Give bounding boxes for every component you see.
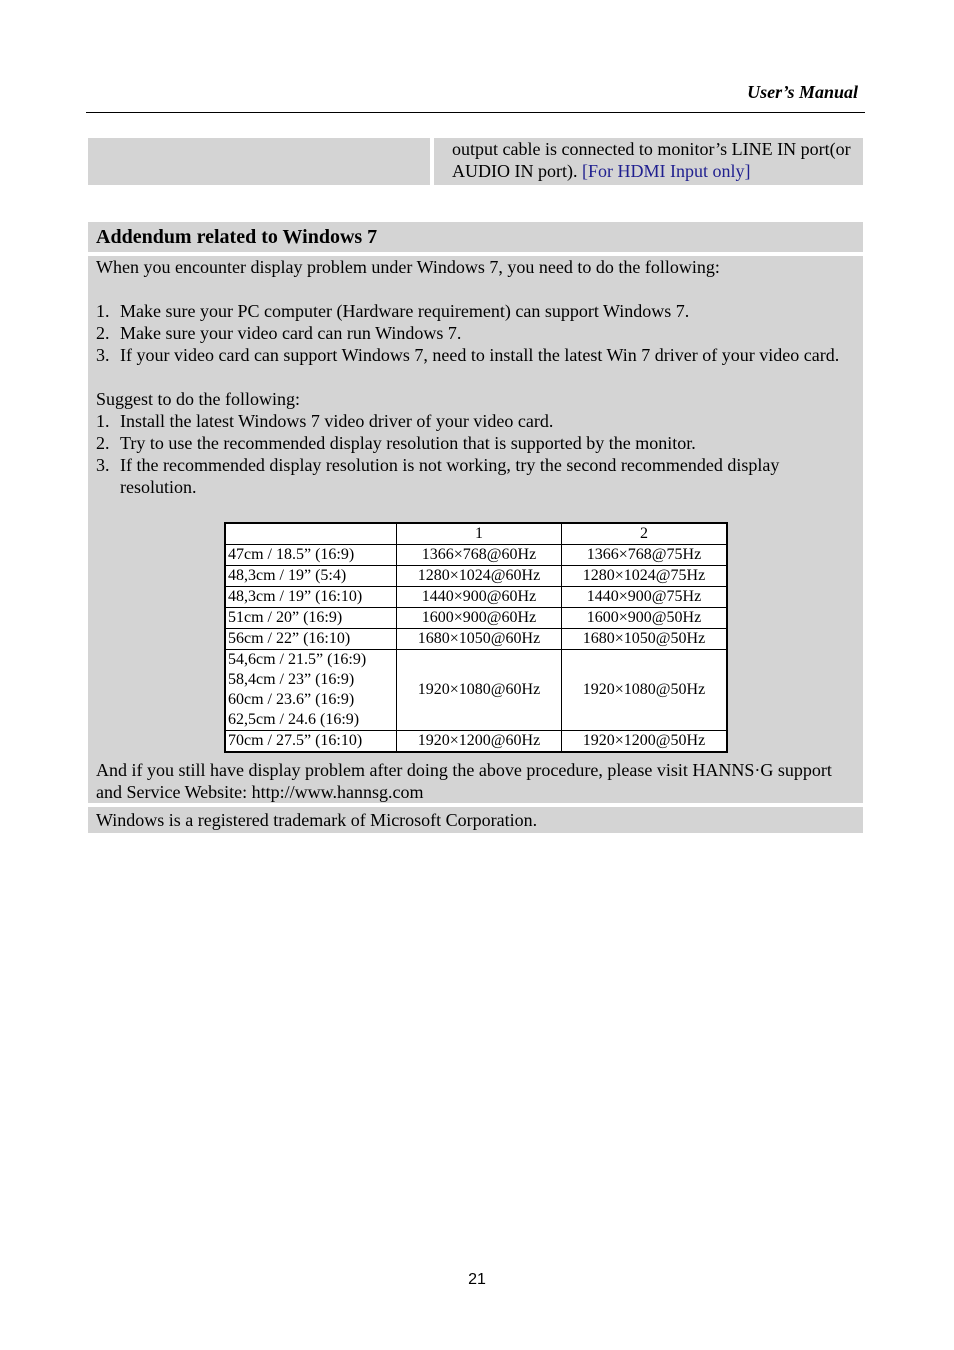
- resolution-1-cell: 1280×1024@60Hz: [397, 566, 562, 587]
- continued-left-cell: [88, 138, 430, 185]
- table-header-cell: [225, 523, 397, 545]
- table-row: [225, 608, 727, 629]
- table-row: [225, 629, 727, 650]
- suggestions-list: [96, 410, 855, 498]
- resolution-1-cell: 1680×1050@60Hz: [397, 629, 562, 650]
- resolution-2-cell: 1280×1024@75Hz: [561, 566, 727, 587]
- list-item: 2. Try to use the recommended display resolution that is supported by the monitor.: [96, 433, 696, 453]
- model-cell: 48,3cm / 19” (16:10): [225, 587, 397, 608]
- continued-text: output cable is connected to monitor’s LINE IN port(or AUDIO IN port).: [452, 139, 851, 181]
- continued-right-cell: [434, 138, 863, 185]
- model-cell: 51cm / 20” (16:9): [225, 608, 397, 629]
- resolution-1-cell: 1440×900@60Hz: [397, 587, 562, 608]
- model-line: 58,4cm / 23” (16:9): [228, 671, 355, 688]
- requirements-list: [96, 300, 855, 366]
- model-cell: 56cm / 22” (16:10): [225, 629, 397, 650]
- suggest-title: Suggest to do the following:: [96, 389, 300, 409]
- table-row: [225, 545, 727, 566]
- continued-table-row: [88, 138, 863, 185]
- closing-text: And if you still have display problem after doing the above procedure, please visit HANNS·G support and Service Website: http://www.hannsg.com: [96, 760, 832, 802]
- list-item: 1. Install the latest Windows 7 video driver of your video card.: [96, 411, 554, 431]
- resolution-2-cell: 1440×900@75Hz: [561, 587, 727, 608]
- list-item: 1. Make sure your PC computer (Hardware requirement) can support Windows 7.: [96, 301, 690, 321]
- resolution-2-cell: 1600×900@50Hz: [561, 608, 727, 629]
- section-body: [88, 256, 863, 803]
- resolution-1-cell: 1920×1080@60Hz: [397, 650, 562, 731]
- model-cell: [225, 650, 397, 731]
- resolution-2-cell: 1920×1080@50Hz: [561, 650, 727, 731]
- table-header-cell: 2: [561, 523, 727, 545]
- table-row: [225, 566, 727, 587]
- trademark-note: Windows is a registered trademark of Microsoft Corporation.: [88, 807, 863, 833]
- model-cell: 48,3cm / 19” (5:4): [225, 566, 397, 587]
- page-number: 21: [468, 1271, 486, 1288]
- section-heading: Addendum related to Windows 7: [88, 222, 863, 252]
- hdmi-note: [For HDMI Input only]: [581, 161, 751, 181]
- list-item: 2. Make sure your video card can run Windows 7.: [96, 323, 462, 343]
- header-title: User’s Manual: [747, 82, 858, 102]
- resolution-1-cell: 1600×900@60Hz: [397, 608, 562, 629]
- model-cell: 70cm / 27.5” (16:10): [225, 731, 397, 753]
- model-line: 54,6cm / 21.5” (16:9): [228, 651, 367, 668]
- resolution-1-cell: 1366×768@60Hz: [397, 545, 562, 566]
- resolution-table: [224, 522, 728, 753]
- table-header-cell: 1: [397, 523, 562, 545]
- table-row: [225, 650, 727, 731]
- table-header-row: [225, 523, 727, 545]
- resolution-2-cell: 1920×1200@50Hz: [561, 731, 727, 753]
- list-item: 3. If your video card can support Windows 7, need to install the latest Win 7 driver of your video card.: [96, 345, 840, 365]
- header-rule: [86, 112, 865, 113]
- resolution-2-cell: 1366×768@75Hz: [561, 545, 727, 566]
- model-cell: 47cm / 18.5” (16:9): [225, 545, 397, 566]
- list-item: 3. If the recommended display resolution is not working, try the second recommended display resolution.: [96, 455, 780, 497]
- model-line: 60cm / 23.6” (16:9): [228, 691, 355, 708]
- resolution-2-cell: 1680×1050@50Hz: [561, 629, 727, 650]
- table-row: [225, 587, 727, 608]
- resolution-1-cell: 1920×1200@60Hz: [397, 731, 562, 753]
- model-line: 62,5cm / 24.6 (16:9): [228, 711, 360, 728]
- table-row: [225, 731, 727, 753]
- intro-text: When you encounter display problem under Windows 7, you need to do the following:: [96, 257, 720, 277]
